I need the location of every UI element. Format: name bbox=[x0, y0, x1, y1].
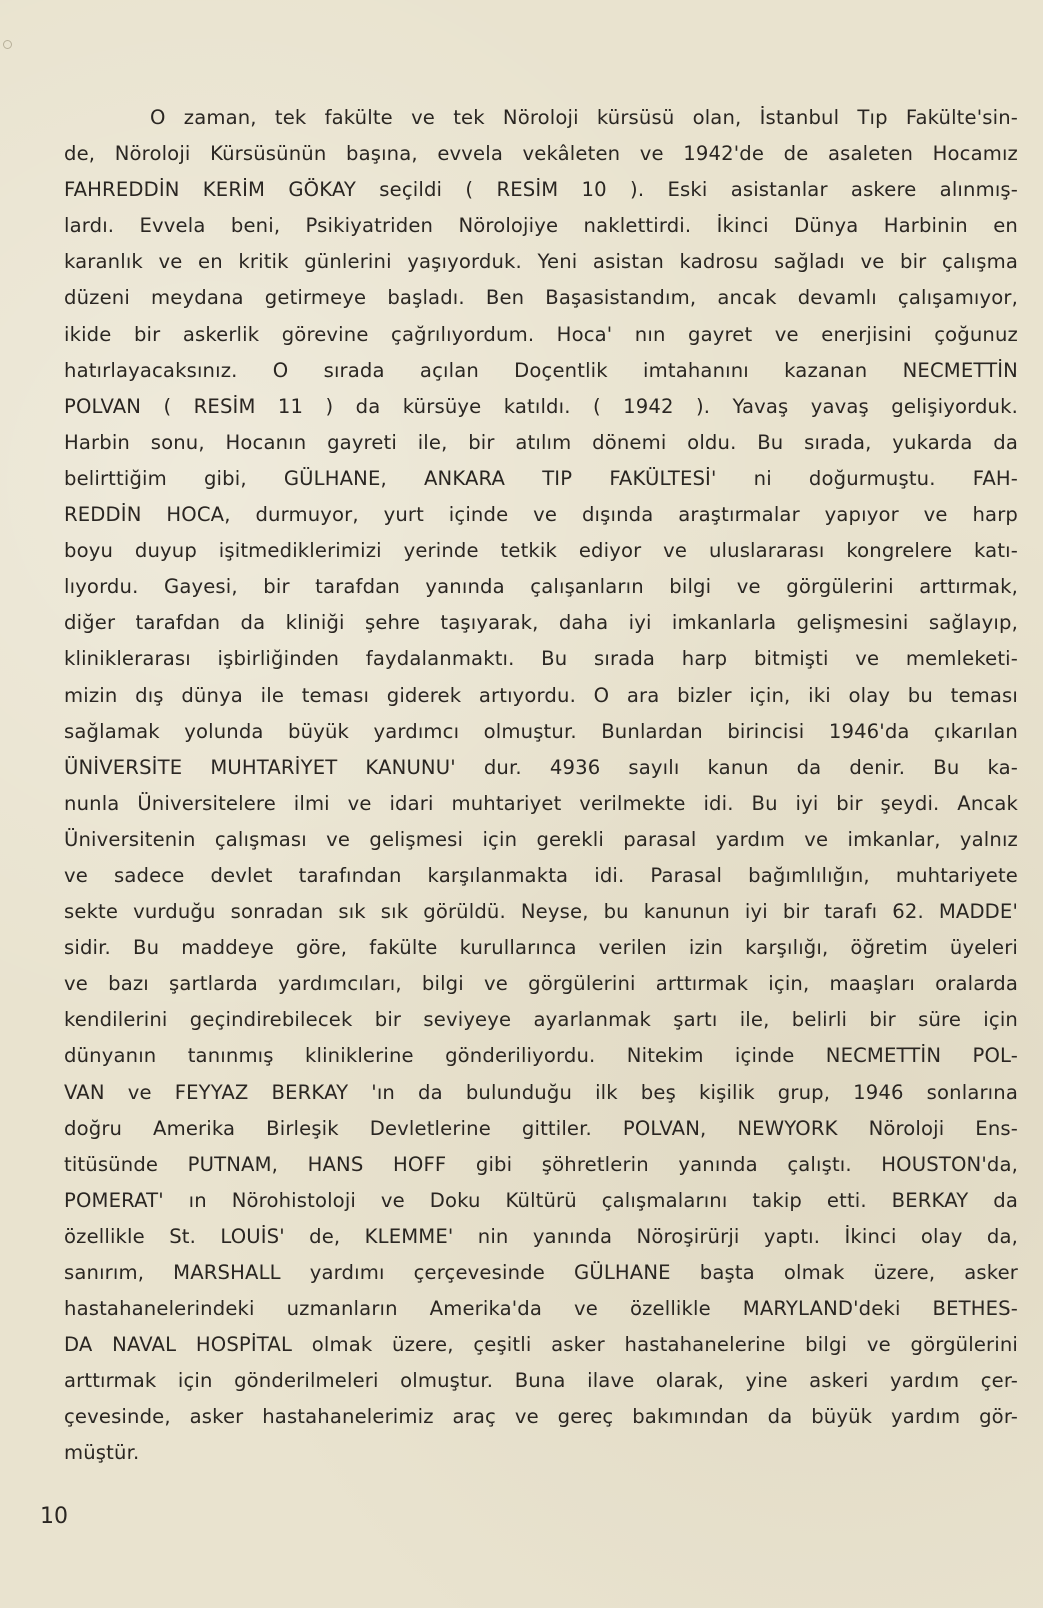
text-line: karanlık ve en kritik günlerini yaşıyorduk. Yeni asistan kadrosu sağladı ve bir çalışma bbox=[64, 250, 1018, 274]
text-line: müştür. bbox=[64, 1441, 140, 1465]
text-line: sidir. Bu maddeye göre, fakülte kurullarınca verilen izin karşılığı, öğretim üyeleri bbox=[64, 936, 1018, 960]
text-line: mizin dış dünya ile teması giderek artıyordu. O ara bizler için, iki olay bu teması bbox=[64, 683, 1018, 707]
text-line: lıyordu. Gayesi, bir tarafdan yanında çalışanların bilgi ve görgülerini arttırmak, bbox=[64, 575, 1018, 599]
text-line: boyu duyup işitmediklerimizi yerinde tetkik ediyor ve uluslararası kongrelere katı- bbox=[64, 539, 1018, 563]
text-line: çevesinde, asker hastahanelerimiz araç ve gereç bakımından da büyük yardım gör- bbox=[64, 1405, 1018, 1429]
text-line: sanırım, MARSHALL yardımı çerçevesinde GÜLHANE başta olmak üzere, asker bbox=[64, 1261, 1018, 1284]
text-line: REDDİN HOCA, durmuyor, yurt içinde ve dışında araştırmalar yapıyor ve harp bbox=[64, 503, 1018, 527]
text-line: titüsünde PUTNAM, HANS HOFF gibi şöhretlerin yanında çalıştı. HOUSTON'da, bbox=[64, 1152, 1018, 1176]
text-line: dünyanın tanınmış kliniklerine gönderiliyordu. Nitekim içinde NECMETTİN POL- bbox=[64, 1044, 1018, 1068]
text-line: POLVAN ( RESİM 11 ) da kürsüye katıldı. ( 1942 ). Yavaş yavaş gelişiyorduk. bbox=[64, 394, 1018, 418]
text-line: kliniklerarası işbirliğinden faydalanmaktı. Bu sırada harp bitmişti ve memleketi- bbox=[64, 647, 1018, 671]
body-text bbox=[64, 100, 1018, 1472]
paper-speck bbox=[3, 40, 12, 49]
text-line: arttırmak için gönderilmeleri olmuştur. Buna ilave olarak, yine askeri yardım çer- bbox=[64, 1369, 1018, 1393]
text-line: sekte vurduğu sonradan sık sık görüldü. Neyse, bu kanunun iyi bir tarafı 62. MADDE' bbox=[64, 900, 1018, 924]
text-line: ÜNİVERSİTE MUHTARİYET KANUNU' dur. 4936 sayılı kanun da denir. Bu ka- bbox=[64, 755, 1018, 779]
text-line: O zaman, tek fakülte ve tek Nöroloji kürsüsü olan, İstanbul Tıp Fakülte'sin- bbox=[150, 106, 1018, 129]
text-line: diğer tarafdan da kliniği şehre taşıyarak, daha iyi imkanlarla gelişmesini sağlayıp, bbox=[64, 611, 1018, 635]
text-line: de, Nöroloji Kürsüsünün başına, evvela vekâleten ve 1942'de de asaleten Hocamız bbox=[64, 142, 1018, 166]
text-line: belirttiğim gibi, GÜLHANE, ANKARA TIP FAKÜLTESİ' ni doğurmuştu. FAH- bbox=[64, 466, 1018, 490]
text-line: sağlamak yolunda büyük yardımcı olmuştur. Bunlardan birincisi 1946'da çıkarılan bbox=[64, 719, 1018, 743]
text-line: hastahanelerindeki uzmanların Amerika'da ve özellikle MARYLAND'deki BETHES- bbox=[64, 1297, 1018, 1321]
text-line: ve bazı şartlarda yardımcıları, bilgi ve görgülerini arttırmak için, maaşları oralarda bbox=[64, 972, 1018, 996]
text-line: Üniversitenin çalışması ve gelişmesi için gerekli parasal yardım ve imkanlar, yalnız bbox=[64, 827, 1018, 851]
text-line: DA NAVAL HOSPİTAL olmak üzere, çeşitli asker hastahanelerine bilgi ve görgülerini bbox=[64, 1333, 1018, 1357]
text-line: lardı. Evvela beni, Psikiyatriden Nörolojiye naklettirdi. İkinci Dünya Harbinin en bbox=[64, 214, 1018, 238]
text-line: hatırlayacaksınız. O sırada açılan Doçentlik imtahanını kazanan NECMETTİN bbox=[64, 358, 1018, 382]
page-number: 10 bbox=[40, 1504, 68, 1529]
text-line: kendilerini geçindirebilecek bir seviyeye ayarlanmak şartı ile, belirli bir süre için bbox=[64, 1008, 1018, 1032]
text-line: VAN ve FEYYAZ BERKAY 'ın da bulunduğu ilk beş kişilik grup, 1946 sonlarına bbox=[64, 1080, 1018, 1104]
text-line: FAHREDDİN KERİM GÖKAY seçildi ( RESİM 10 ). Eski asistanlar askere alınmış- bbox=[64, 178, 1018, 202]
text-line: ve sadece devlet tarafından karşılanmakta idi. Parasal bağımlılığın, muhtariyete bbox=[64, 863, 1018, 887]
text-line: Harbin sonu, Hocanın gayreti ile, bir atılım dönemi oldu. Bu sırada, yukarda da bbox=[64, 430, 1018, 454]
text-line: ikide bir askerlik görevine çağrılıyordum. Hoca' nın gayret ve enerjisini çoğunuz bbox=[64, 322, 1018, 346]
text-line: nunla Üniversitelere ilmi ve idari muhtariyet verilmekte idi. Bu iyi bir şeydi. Ancak bbox=[64, 791, 1018, 815]
text-line: düzeni meydana getirmeye başladı. Ben Başasistandım, ancak devamlı çalışamıyor, bbox=[64, 286, 1018, 310]
text-line: doğru Amerika Birleşik Devletlerine gittiler. POLVAN, NEWYORK Nöroloji Ens- bbox=[64, 1116, 1018, 1140]
text-line: özellikle St. LOUİS' de, KLEMME' nin yanında Nöroşirürji yaptı. İkinci olay da, bbox=[64, 1224, 1018, 1248]
text-line: POMERAT' ın Nörohistoloji ve Doku Kültürü çalışmalarını takip etti. BERKAY da bbox=[64, 1188, 1018, 1212]
